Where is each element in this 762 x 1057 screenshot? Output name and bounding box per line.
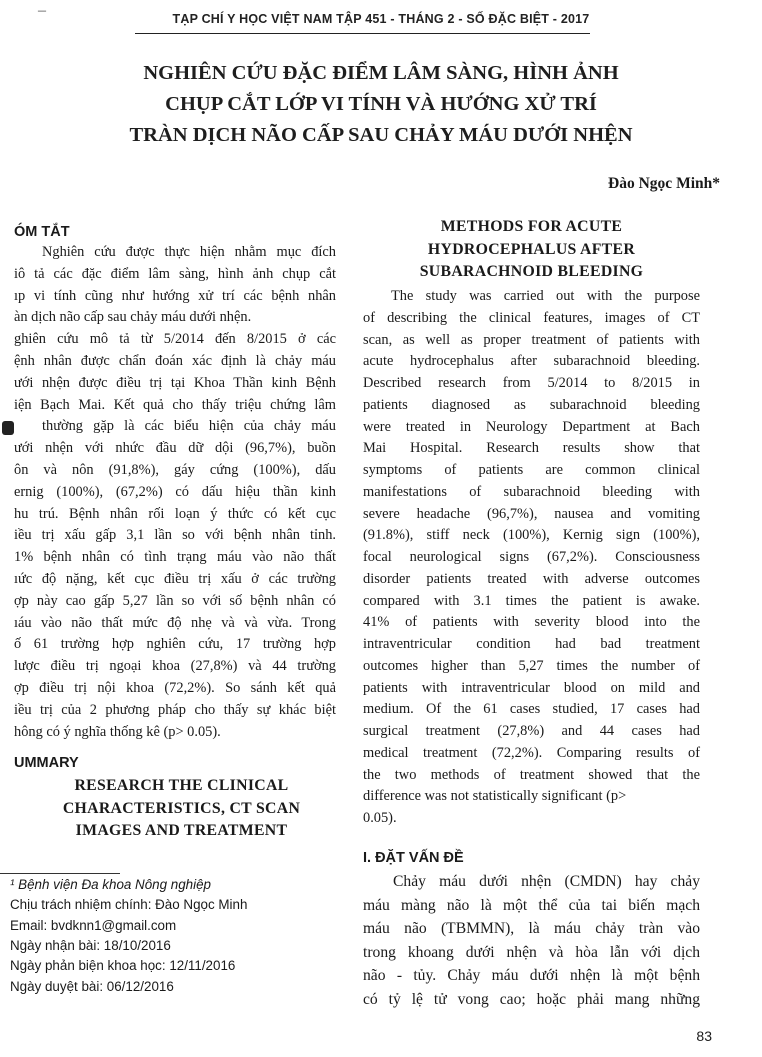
title-line: NGHIÊN CỨU ĐẶC ĐIỂM LÂM SÀNG, HÌNH ẢNH — [143, 62, 619, 84]
text-line: ghiên cứu mô tả từ 5/2014 đến 8/2015 ở các — [14, 331, 336, 348]
text-line: patients with intraventricular blood on mild and — [363, 679, 700, 696]
en-abstract-title — [363, 216, 700, 284]
en-title-line: METHODS FOR ACUTE — [440, 218, 623, 235]
text-line: ernig (100%), (67,2%) có dấu hiệu thần kinh — [14, 483, 336, 500]
text-line: severe headache (96,7%), nausea and vomiting — [363, 505, 700, 522]
author: Đào Ngọc Minh* — [608, 175, 720, 192]
text-line: intraventricular condition had bad treatment — [363, 636, 700, 652]
scan-blot — [2, 421, 14, 435]
text-line: ợp này cao gấp 5,27 lần so với số bệnh nhân có — [14, 592, 336, 609]
summary-heading: UMMARY — [14, 755, 79, 771]
text-line: Described research from 5/2014 to 8/2015 in — [363, 375, 700, 391]
text-line: ıáu vào não thất mức độ nhẹ và và vừa. Trong — [14, 614, 336, 631]
text-line: were treated in Neurology Department at Bach — [363, 418, 700, 435]
header-rule — [135, 33, 590, 34]
text-line: symptoms of patients are common clinical — [363, 462, 700, 478]
footnote-line: Chịu trách nhiệm chính: Đào Ngọc Minh — [10, 897, 248, 913]
summary-title-line: RESEARCH THE CLINICAL — [74, 777, 289, 794]
text-line: medium. Of the 61 cases studied, 17 cases had — [363, 701, 700, 718]
intro-heading: I. ĐẶT VẤN ĐỀ — [363, 850, 464, 866]
text-line: the two methods of treatment showed that the — [363, 766, 700, 783]
text-line: iô tả các đặc điểm lâm sàng, hình ảnh chụp cắt — [14, 265, 336, 282]
text-line: of describing the clinical features, images of CT — [363, 309, 700, 326]
text-line: 41% of patients with severity blood into the — [363, 614, 700, 631]
text-line: thường gặp là các biểu hiện của chảy máu — [42, 418, 336, 435]
text-line: Nghiên cứu được thực hiện nhằm mục đích — [42, 244, 336, 260]
text-line: ố 61 trường hợp nghiên cứu, 17 trường hợp — [14, 636, 336, 653]
footnote-rule — [0, 873, 120, 874]
page-number: 83 — [696, 1028, 712, 1044]
text-line: máu não (TBMMN), là máu chảy tràn vào — [363, 920, 700, 938]
footnote-line: Email: bvdknn1@gmail.com — [10, 917, 177, 933]
text-line: surgical treatment (27,8%) and 44 cases had — [363, 723, 700, 739]
text-line: focal neurological signs (67,2%). Consciousness — [363, 549, 700, 565]
text-line: compared with 3.1 times the patient is awake. — [363, 592, 700, 609]
text-line: acute hydrocephalus after subarachnoid bleeding. — [363, 353, 700, 370]
text-line: trong khoang dưới nhện và hòa lẫn với dịch — [363, 943, 700, 961]
vn-abstract-heading: ÓM TẮT — [14, 224, 70, 240]
summary-title-line: IMAGES AND TREATMENT — [75, 822, 288, 840]
text-line: disorder patients treated with adverse outcomes — [363, 570, 700, 587]
article-title — [60, 58, 702, 151]
title-line: TRÀN DỊCH NÃO CẤP SAU CHẢY MÁU DƯỚI NHỆN — [129, 124, 633, 146]
text-line: iều trị của 2 phương pháp cho thấy sự khác biệt — [14, 701, 336, 718]
summary-title-line: CHARACTERISTICS, CT SCAN — [62, 799, 301, 817]
text-line: ưới nhện với nhức đầu dữ dội (96,7%), buồn — [14, 440, 336, 457]
text-line: scan, as well as proper treatment of patients with — [363, 331, 700, 348]
text-line: Chảy máu dưới nhện (CMDN) hay chảy — [393, 873, 700, 890]
text-line: ôn và nôn (91,8%), gáy cứng (100%), dấu — [14, 462, 336, 478]
en-title-line: HYDROCEPHALUS AFTER — [427, 240, 636, 258]
text-line: The study was carried out with the purpose — [391, 288, 700, 304]
text-line: 1% bệnh nhân có tình trạng máu vào não thất — [14, 549, 336, 566]
text-line: iều trị xấu gấp 3,1 lần so với bệnh nhân tỉnh. — [14, 527, 336, 544]
journal-header: TẠP CHÍ Y HỌC VIỆT NAM TẬP 451 - THÁNG 2 - SỐ ĐẶC BIỆT - 2017 — [172, 12, 590, 26]
text-line: não - tủy. Chảy máu dưới nhện là một bệnh — [363, 967, 700, 985]
text-line: difference was not statistically significant (p> — [363, 788, 627, 805]
text-line: lược điều trị ngoại khoa (27,8%) và 44 trường — [14, 658, 336, 675]
scan-mark: – — [38, 2, 46, 19]
text-line: hu trú. Bệnh nhân rối loạn ý thức có kết cục — [14, 505, 336, 522]
text-line: medical treatment (72,2%). Comparing results of — [363, 744, 700, 761]
footnote-line: Ngày duyệt bài: 06/12/2016 — [10, 978, 174, 994]
text-line: outcomes higher than 5,27 times the number of — [363, 657, 700, 674]
en-title-line: SUBARACHNOID BLEEDING — [419, 263, 644, 281]
title-line: CHỤP CẮT LỚP VI TÍNH VÀ HƯỚNG XỬ TRÍ — [165, 93, 597, 115]
text-line: có tỷ lệ tử vong cao; hoặc phải mang những — [363, 991, 700, 1008]
text-line: ệnh nhân được chẩn đoán xác định là chảy máu — [14, 353, 336, 369]
summary-title — [14, 775, 349, 843]
text-line: àn dịch não cấp sau chảy máu dưới nhện. — [14, 309, 252, 326]
text-line: hông có ý nghĩa thống kê (p> 0.05). — [14, 723, 221, 740]
text-line: manifestations of subarachnoid bleeding with — [363, 483, 700, 500]
footnote-line: ¹ Bệnh viện Đa khoa Nông nghiệp — [10, 877, 211, 892]
footnote-line: Ngày phản biện khoa học: 12/11/2016 — [10, 958, 236, 974]
text-line: ıức độ nặng, kết cục điều trị xấu ở các trường — [14, 571, 336, 587]
text-line: ıp vi tính cũng như hướng xử trí các bệnh nhân — [14, 287, 336, 304]
text-line: 0.05). — [363, 810, 397, 826]
text-line: (91.8%), stiff neck (100%), Kernig sign (100%), — [363, 527, 700, 544]
text-line: iện Bạch Mai. Kết quả cho thấy triệu chứng lâm — [14, 396, 336, 413]
text-line: ợp điều trị nội khoa (72,2%). So sánh kết quả — [14, 680, 336, 696]
footnote-line: Ngày nhận bài: 18/10/2016 — [10, 937, 171, 953]
text-line: Mai Hospital. Research results show that — [363, 440, 700, 457]
text-line: máu màng não là một thể của tai biến mạch — [363, 896, 700, 914]
text-line: patients diagnosed as subarachnoid bleeding — [363, 396, 700, 413]
text-line: ưới nhện được điều trị tại Khoa Thần kinh Bệnh — [14, 374, 336, 391]
